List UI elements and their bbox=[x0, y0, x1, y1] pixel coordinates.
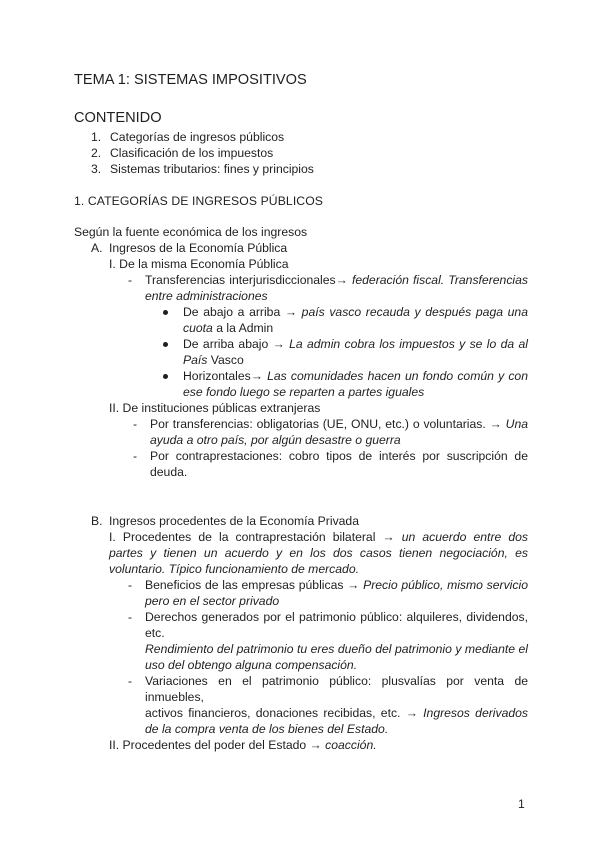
page-number: 1 bbox=[518, 797, 525, 811]
list-item-text: Derechos generados por el patrimonio público: alquileres, dividendos, etc. bbox=[145, 610, 528, 640]
subheading-a-ii: II. De instituciones públicas extranjeras bbox=[109, 401, 321, 415]
subheading-b-ii bbox=[109, 737, 377, 753]
dash-marker: - bbox=[133, 449, 138, 463]
outline-label-a: A. bbox=[91, 241, 103, 255]
contents-item: Clasificación de los impuestos bbox=[110, 146, 274, 160]
bullet-icon bbox=[163, 310, 168, 315]
list-item-text: Por contraprestaciones: cobro tipos de interés por suscripción de deuda. bbox=[150, 449, 528, 479]
bullet-emphasis: La admin cobra los impuestos y se lo da al País bbox=[183, 337, 528, 367]
section-intro: Según la fuente económica de los ingresos bbox=[74, 225, 308, 239]
bullet-item-abajo-arriba bbox=[183, 304, 528, 336]
contents-item: Sistemas tributarios: fines y principios bbox=[110, 162, 314, 176]
list-item-text: Variaciones en el patrimonio público: plusvalías por venta de inmuebles, bbox=[145, 674, 528, 704]
list-item-por-transferencias bbox=[150, 416, 528, 448]
outline-item-a: Ingresos de la Economía Pública bbox=[109, 241, 288, 255]
contents-heading: CONTENIDO bbox=[74, 110, 162, 126]
page-title: TEMA 1: SISTEMAS IMPOSITIVOS bbox=[74, 72, 307, 88]
subheading-emphasis: un acuerdo entre dos partes y tienen un acuerdo y en los dos casos tienen negociación, es voluntario. Típico funcionamiento de mercado. bbox=[109, 530, 529, 576]
dash-marker: - bbox=[128, 273, 133, 287]
list-item-text: Por transferencias: obligatorias (UE, ONU, etc.) o voluntarias. → bbox=[150, 417, 506, 431]
list-item-emphasis: Ingresos derivados de la compra venta de los bienes del Estado. bbox=[145, 706, 529, 736]
bullet-item-horizontales bbox=[183, 368, 528, 400]
list-item-derechos bbox=[145, 609, 528, 641]
list-item-emphasis: Rendimiento del patrimonio tu eres dueño del patrimonio y mediante el uso del obtengo alguna compensación. bbox=[145, 642, 528, 672]
contents-item-number: 1. bbox=[91, 130, 102, 144]
dash-marker: - bbox=[128, 578, 133, 592]
bullet-item-arriba-abajo bbox=[183, 336, 528, 368]
list-item-text: Transferencias interjurisdiccionales→ bbox=[145, 273, 352, 287]
outline-label-b: B. bbox=[91, 514, 103, 528]
subheading-text: I. Procedentes de la contraprestación bilateral → bbox=[109, 530, 402, 544]
bullet-emphasis: Las comunidades hacen un fondo común y con ese fondo luego se reparten a partes iguales bbox=[183, 369, 528, 399]
subheading-emphasis: coacción. bbox=[325, 738, 377, 752]
bullet-icon bbox=[163, 374, 168, 379]
list-item-emphasis: Una ayuda a otro país, por algún desastre o guerra bbox=[150, 417, 528, 447]
bullet-tail: a la Admin bbox=[212, 321, 274, 335]
subheading-text: II. Procedentes del poder del Estado → bbox=[109, 738, 326, 752]
bullet-text: Horizontales→ bbox=[183, 369, 268, 383]
list-item-variaciones bbox=[145, 673, 528, 705]
contents-item: Categorías de ingresos públicos bbox=[110, 130, 285, 144]
outline-item-b: Ingresos procedentes de la Economía Privada bbox=[109, 514, 359, 528]
bullet-icon bbox=[163, 342, 168, 347]
list-item-emphasis: federación fiscal. Transferencias entre administraciones bbox=[145, 273, 529, 303]
section-heading: 1. CATEGORÍAS DE INGRESOS PÚBLICOS bbox=[74, 194, 324, 208]
dash-marker: - bbox=[133, 417, 138, 431]
list-item-por-contraprestaciones bbox=[150, 448, 528, 480]
bullet-text: De arriba abajo → bbox=[183, 337, 290, 351]
list-item-variaciones-cont bbox=[145, 705, 528, 737]
list-item-beneficios bbox=[145, 577, 528, 609]
list-item-derechos-note bbox=[145, 641, 528, 673]
subheading-a-i: I. De la misma Economía Pública bbox=[109, 257, 289, 271]
list-item-emphasis: Precio público, mismo servicio pero en el sector privado bbox=[145, 578, 528, 608]
contents-item-number: 3. bbox=[91, 162, 102, 176]
contents-item-number: 2. bbox=[91, 146, 102, 160]
bullet-text: De abajo a arriba → bbox=[183, 305, 302, 319]
list-item-text: activos financieros, donaciones recibidas, etc. → bbox=[145, 706, 424, 720]
list-item-transferencias bbox=[145, 272, 528, 304]
dash-marker: - bbox=[128, 674, 133, 688]
subheading-b-i bbox=[109, 529, 528, 577]
bullet-emphasis: país vasco recauda y después paga una cuota bbox=[183, 305, 528, 335]
dash-marker: - bbox=[128, 610, 133, 624]
bullet-tail: Vasco bbox=[207, 353, 244, 367]
list-item-text: Beneficios de las empresas públicas → bbox=[145, 578, 364, 592]
